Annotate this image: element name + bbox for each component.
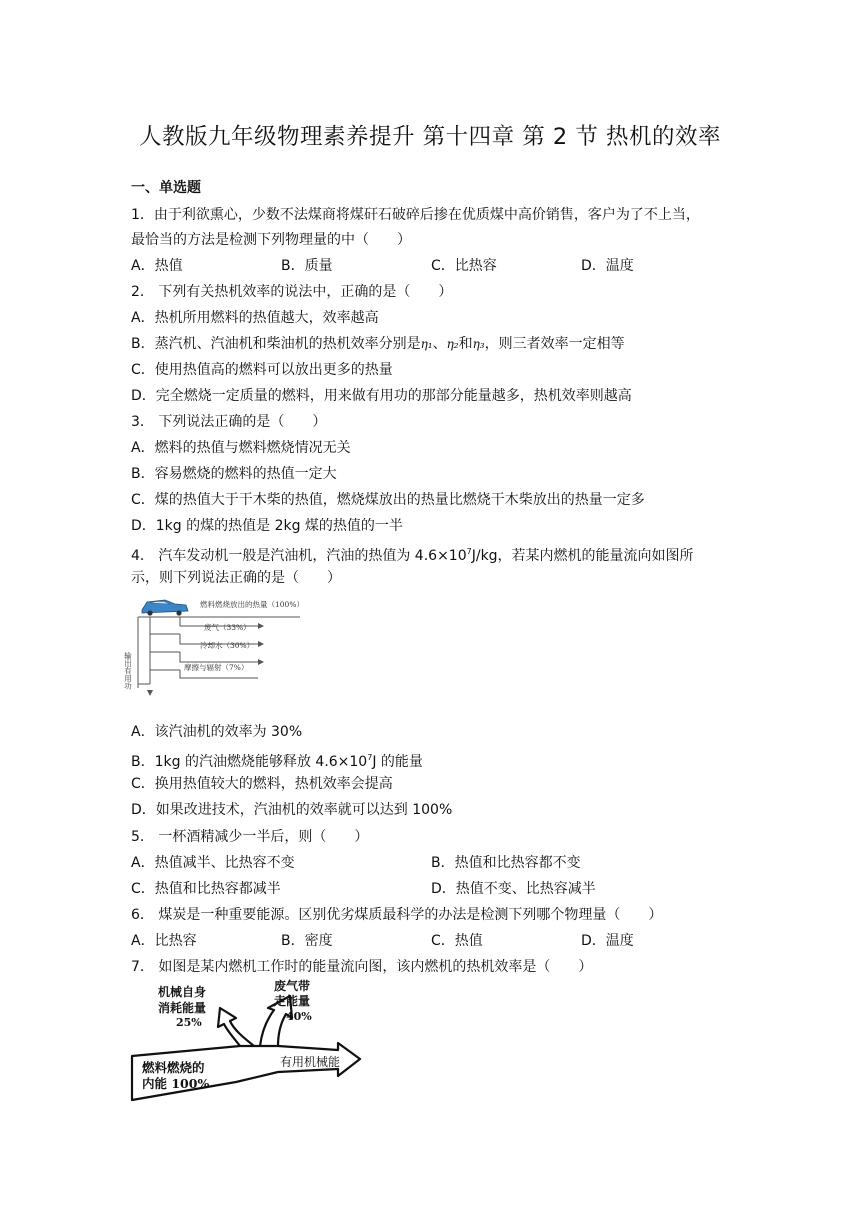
q4-option-a: A．该汽油机的效率为 30% xyxy=(131,724,303,740)
q4-exponent: 7 xyxy=(466,547,472,556)
q3-stem: 3． 下列说法正确的是（ ） xyxy=(131,414,327,430)
q2-separator-2: 和 xyxy=(458,336,473,352)
q7-stem: 7． 如图是某内燃机工作时的能量流向图，该内燃机的热机效率是（ ） xyxy=(131,959,593,975)
q2-option-b xyxy=(131,334,625,354)
label-fuel-internal-energy-1: 燃料燃烧的 xyxy=(142,1060,205,1075)
eta-1-symbol: η₁ xyxy=(420,337,433,351)
page-title: 人教版九年级物理素养提升 第十四章 第 2 节 热机的效率 xyxy=(138,124,722,150)
q4-option-b-text-end: J 的能量 xyxy=(372,754,423,770)
q5-option-b: B．热值和比热容都不变 xyxy=(431,855,581,871)
q3-option-a: A．燃料的热值与燃料燃烧情况无关 xyxy=(131,440,351,456)
q5-option-c: C．热值和比热容都减半 xyxy=(131,881,281,897)
label-self-consumption-1: 机械自身 xyxy=(158,985,207,999)
label-exhaust: 废气（33%） xyxy=(204,623,251,632)
label-friction-radiation: 摩擦与辐射（7%） xyxy=(184,663,249,672)
label-exhaust-1: 废气带 xyxy=(274,979,311,993)
q6-option-a: A．比热容 xyxy=(131,933,197,949)
q1-option-b: B．质量 xyxy=(281,258,333,274)
label-cooling-water: 冷却水（30%） xyxy=(200,641,255,650)
label-fuel-internal-energy-2: 内能 100% xyxy=(142,1076,210,1091)
label-total-heat: 燃料燃烧放出的热量（100%） xyxy=(200,600,304,609)
section-heading: 一、单选题 xyxy=(131,180,201,196)
q3-option-b: B．容易燃烧的燃料的热值一定大 xyxy=(131,466,337,482)
q2-option-c: C．使用热值高的燃料可以放出更多的热量 xyxy=(131,362,393,378)
q4-stem-line2: 示，则下列说法正确的是（ ） xyxy=(131,570,341,586)
q4-stem-text-start: 4． 汽车发动机一般是汽油机，汽油的热值为 4.6×10 xyxy=(131,548,467,564)
q6-option-b: B．密度 xyxy=(281,933,333,949)
q6-option-c: C．热值 xyxy=(431,933,483,949)
q2-option-d: D．完全燃烧一定质量的燃料，用来做有用功的那部分能量越多，热机效率则越高 xyxy=(131,388,632,404)
eta-2-symbol: η₂ xyxy=(446,337,459,351)
q4-option-b-exponent: 7 xyxy=(367,753,373,762)
q4-stem-text-end: J/kg，若某内燃机的能量流向如图所 xyxy=(471,548,694,564)
q2-option-b-text-end: ，则三者效率一定相等 xyxy=(484,336,625,352)
label-useful-mechanical-energy: 有用机械能 xyxy=(280,1055,341,1069)
q3-option-c: C．煤的热值大于干木柴的热值，燃烧煤放出的热量比燃烧干木柴放出的热量一定多 xyxy=(131,492,645,508)
label-self-consumption-2: 消耗能量 xyxy=(158,1001,207,1015)
q2-option-a: A．热机所用燃料的热值越大，效率越高 xyxy=(131,310,379,326)
q6-stem: 6． 煤炭是一种重要能源。区别优劣煤质最科学的办法是检测下列哪个物理量（ ） xyxy=(131,907,663,923)
q2-option-b-text-start: B．蒸汽机、汽油机和柴油机的热机效率分别是 xyxy=(131,336,421,352)
q1-option-c: C．比热容 xyxy=(431,258,497,274)
q3-option-d: D．1kg 的煤的热值是 2kg 煤的热值的一半 xyxy=(131,518,403,534)
q4-energy-flow-diagram xyxy=(123,592,333,698)
label-useful-work: 输出有用功 xyxy=(123,652,133,690)
q1-option-d: D．温度 xyxy=(581,258,634,274)
eta-3-symbol: η₃ xyxy=(472,337,485,351)
q4-option-d: D．如果改进技术，汽油机的效率就可以达到 100% xyxy=(131,802,453,818)
car-icon xyxy=(142,600,188,616)
q1-stem-line2: 最恰当的方法是检测下列物理量的中（ ） xyxy=(131,232,411,248)
q4-option-b-text-start: B．1kg 的汽油燃烧能够释放 4.6×10 xyxy=(131,754,368,770)
q2-stem: 2． 下列有关热机效率的说法中，正确的是（ ） xyxy=(131,284,453,300)
q6-option-d: D．温度 xyxy=(581,933,634,949)
label-exhaust-2: 走能量 xyxy=(274,994,311,1008)
q1-option-a: A．热值 xyxy=(131,258,183,274)
q4-option-c: C．换用热值较大的燃料，热机效率会提高 xyxy=(131,776,393,792)
label-exhaust-3: 40% xyxy=(286,1010,312,1023)
q7-energy-flow-diagram xyxy=(128,980,373,1108)
q5-option-a: A．热值减半、比热容不变 xyxy=(131,855,295,871)
q5-stem: 5． 一杯酒精减少一半后，则（ ） xyxy=(131,829,369,845)
label-self-consumption-3: 25% xyxy=(176,1016,202,1029)
q5-option-d: D．热值不变、比热容减半 xyxy=(431,881,596,897)
q2-separator-1: 、 xyxy=(432,336,447,352)
q4-stem-line1 xyxy=(131,542,694,566)
q4-option-b xyxy=(131,748,423,772)
q1-stem-line1: 1．由于利欲熏心，少数不法煤商将煤矸石破碎后掺在优质煤中高价销售，客户为了不上当， xyxy=(131,207,700,223)
